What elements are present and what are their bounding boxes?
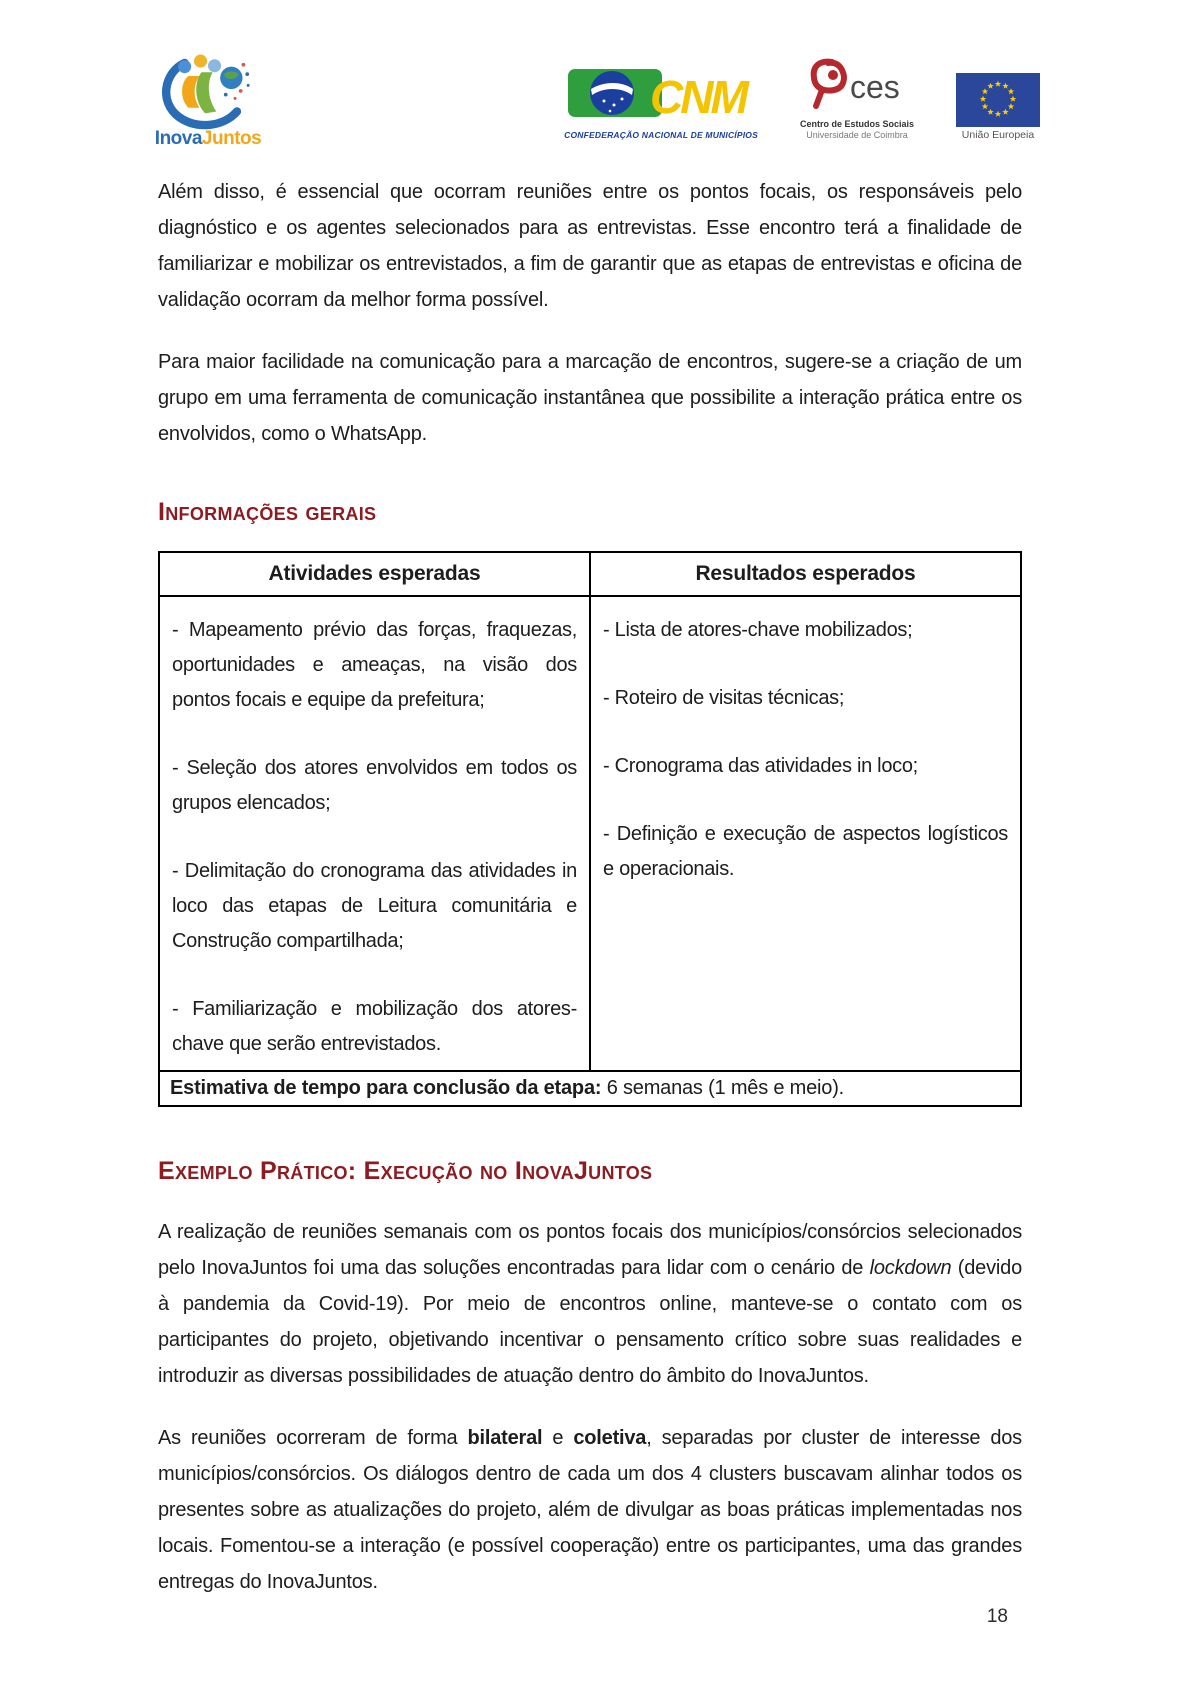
wordmark-inova: Inova	[154, 128, 202, 149]
info-table	[158, 551, 1022, 1107]
ces-symbol-icon	[802, 54, 912, 116]
eu-flag-icon	[956, 73, 1040, 127]
paragraph-text: A realização de reuniões semanais com os pontos focais dos municípios/consórcios selecionados pelo InovaJuntos foi uma das soluções encontradas para lidar com o cenário de	[158, 1221, 1022, 1279]
ces-acronym: ces	[849, 69, 900, 105]
ces-caption-line2: Universidade de Coimbra	[806, 130, 908, 140]
cnm-acronym: CNM	[650, 71, 746, 123]
paragraph-text: , separadas por cluster de interesse dos municípios/consórcios. Os diálogos dentro de cada um dos 4 clusters buscavam alinhar todos os presentes sobre as atualizações do projeto, além de divulgar as boas práticas implementadas nos locais. Fomentou-se a interação (e possível cooperação) entre os participantes, uma das grandes entregas do InovaJuntos.	[158, 1427, 1022, 1593]
eu-caption: União Europeia	[961, 129, 1035, 141]
italic-term-lockdown: lockdown	[869, 1257, 952, 1279]
table-footer-row	[159, 1071, 1021, 1106]
cell-resultados	[590, 596, 1021, 1071]
section-title-informacoes-gerais: Informações gerais	[158, 498, 377, 526]
table-item: - Familiarização e mobilização dos atores-chave que serão entrevistados.	[172, 998, 577, 1055]
partner-logos	[564, 54, 1040, 141]
page-number: 18	[986, 1606, 1008, 1627]
document-body	[158, 174, 1022, 1600]
ces-logo	[800, 54, 914, 141]
table-item: - Seleção dos atores envolvidos em todos os grupos elencados;	[172, 757, 577, 814]
paragraph-text: (devido à pandemia da Covid-19). Por meio de encontros online, manteve-se o contato com os participantes do projeto, objetivando incentivar o pensamento crítico sobre suas realidades e introduzir as diversas possibilidades de atuação dentro do âmbito do InovaJuntos.	[158, 1257, 1022, 1387]
ces-caption-line1: Centro de Estudos Sociais	[799, 119, 914, 129]
inovajuntos-logo	[148, 48, 268, 150]
cell-estimativa	[159, 1071, 1021, 1106]
table-item: - Roteiro de visitas técnicas;	[603, 687, 845, 709]
cell-atividades	[159, 596, 590, 1071]
eu-logo	[956, 73, 1040, 141]
cnm-flag-icon	[566, 65, 756, 127]
table-item: - Definição e execução de aspectos logísticos e operacionais.	[603, 823, 1008, 880]
page-header	[0, 0, 1190, 148]
table-item: - Mapeamento prévio das forças, fraquezas, oportunidades e ameaças, na visão dos pontos focais e equipe da prefeitura;	[172, 619, 577, 711]
paragraph-text: e	[542, 1427, 574, 1449]
cnm-logo	[564, 65, 758, 141]
table-header-row	[159, 552, 1021, 596]
table-body-row	[159, 596, 1021, 1071]
section-title-exemplo-pratico: Exemplo Prático: Execução no InovaJuntos	[158, 1157, 653, 1185]
paragraph-exemplo-2	[158, 1420, 1022, 1600]
bold-term-coletiva: coletiva	[573, 1427, 647, 1449]
paragraph-reunioes: Além disso, é essencial que ocorram reuniões entre os pontos focais, os responsáveis pelo diagnóstico e os agentes selecionados para as entrevistas. Esse encontro terá a finalidade de familiarizar e mobilizar os entrevistados, a fim de garantir que as etapas de entrevistas e oficina de validação ocorram da melhor forma possível.	[158, 181, 1022, 311]
table-footer-value: 6 semanas (1 mês e meio).	[601, 1077, 845, 1099]
table-footer-label: Estimativa de tempo para conclusão da etapa:	[170, 1077, 602, 1099]
cnm-caption: CONFEDERAÇÃO NACIONAL DE MUNICÍPIOS	[564, 130, 758, 140]
table-item: - Lista de atores-chave mobilizados;	[603, 619, 913, 641]
column-header-atividades: Atividades esperadas	[159, 552, 590, 596]
paragraph-exemplo-1	[158, 1214, 1022, 1394]
column-header-resultados: Resultados esperados	[590, 552, 1021, 596]
wordmark-juntos: Juntos	[201, 128, 262, 149]
table-item: - Cronograma das atividades in loco;	[603, 755, 918, 777]
paragraph-comunicacao: Para maior facilidade na comunicação para a marcação de encontros, sugere-se a criação de um grupo em uma ferramenta de comunicação instantânea que possibilite a interação prática entre os envolvidos, como o WhatsApp.	[158, 351, 1022, 445]
paragraph-text: As reuniões ocorreram de forma	[158, 1427, 468, 1449]
bold-term-bilateral: bilateral	[467, 1427, 543, 1449]
table-item: - Delimitação do cronograma das atividades in loco das etapas de Leitura comunitária e Construção compartilhada;	[172, 860, 577, 952]
inovajuntos-logo-icon	[156, 48, 260, 132]
inovajuntos-wordmark	[155, 128, 261, 150]
